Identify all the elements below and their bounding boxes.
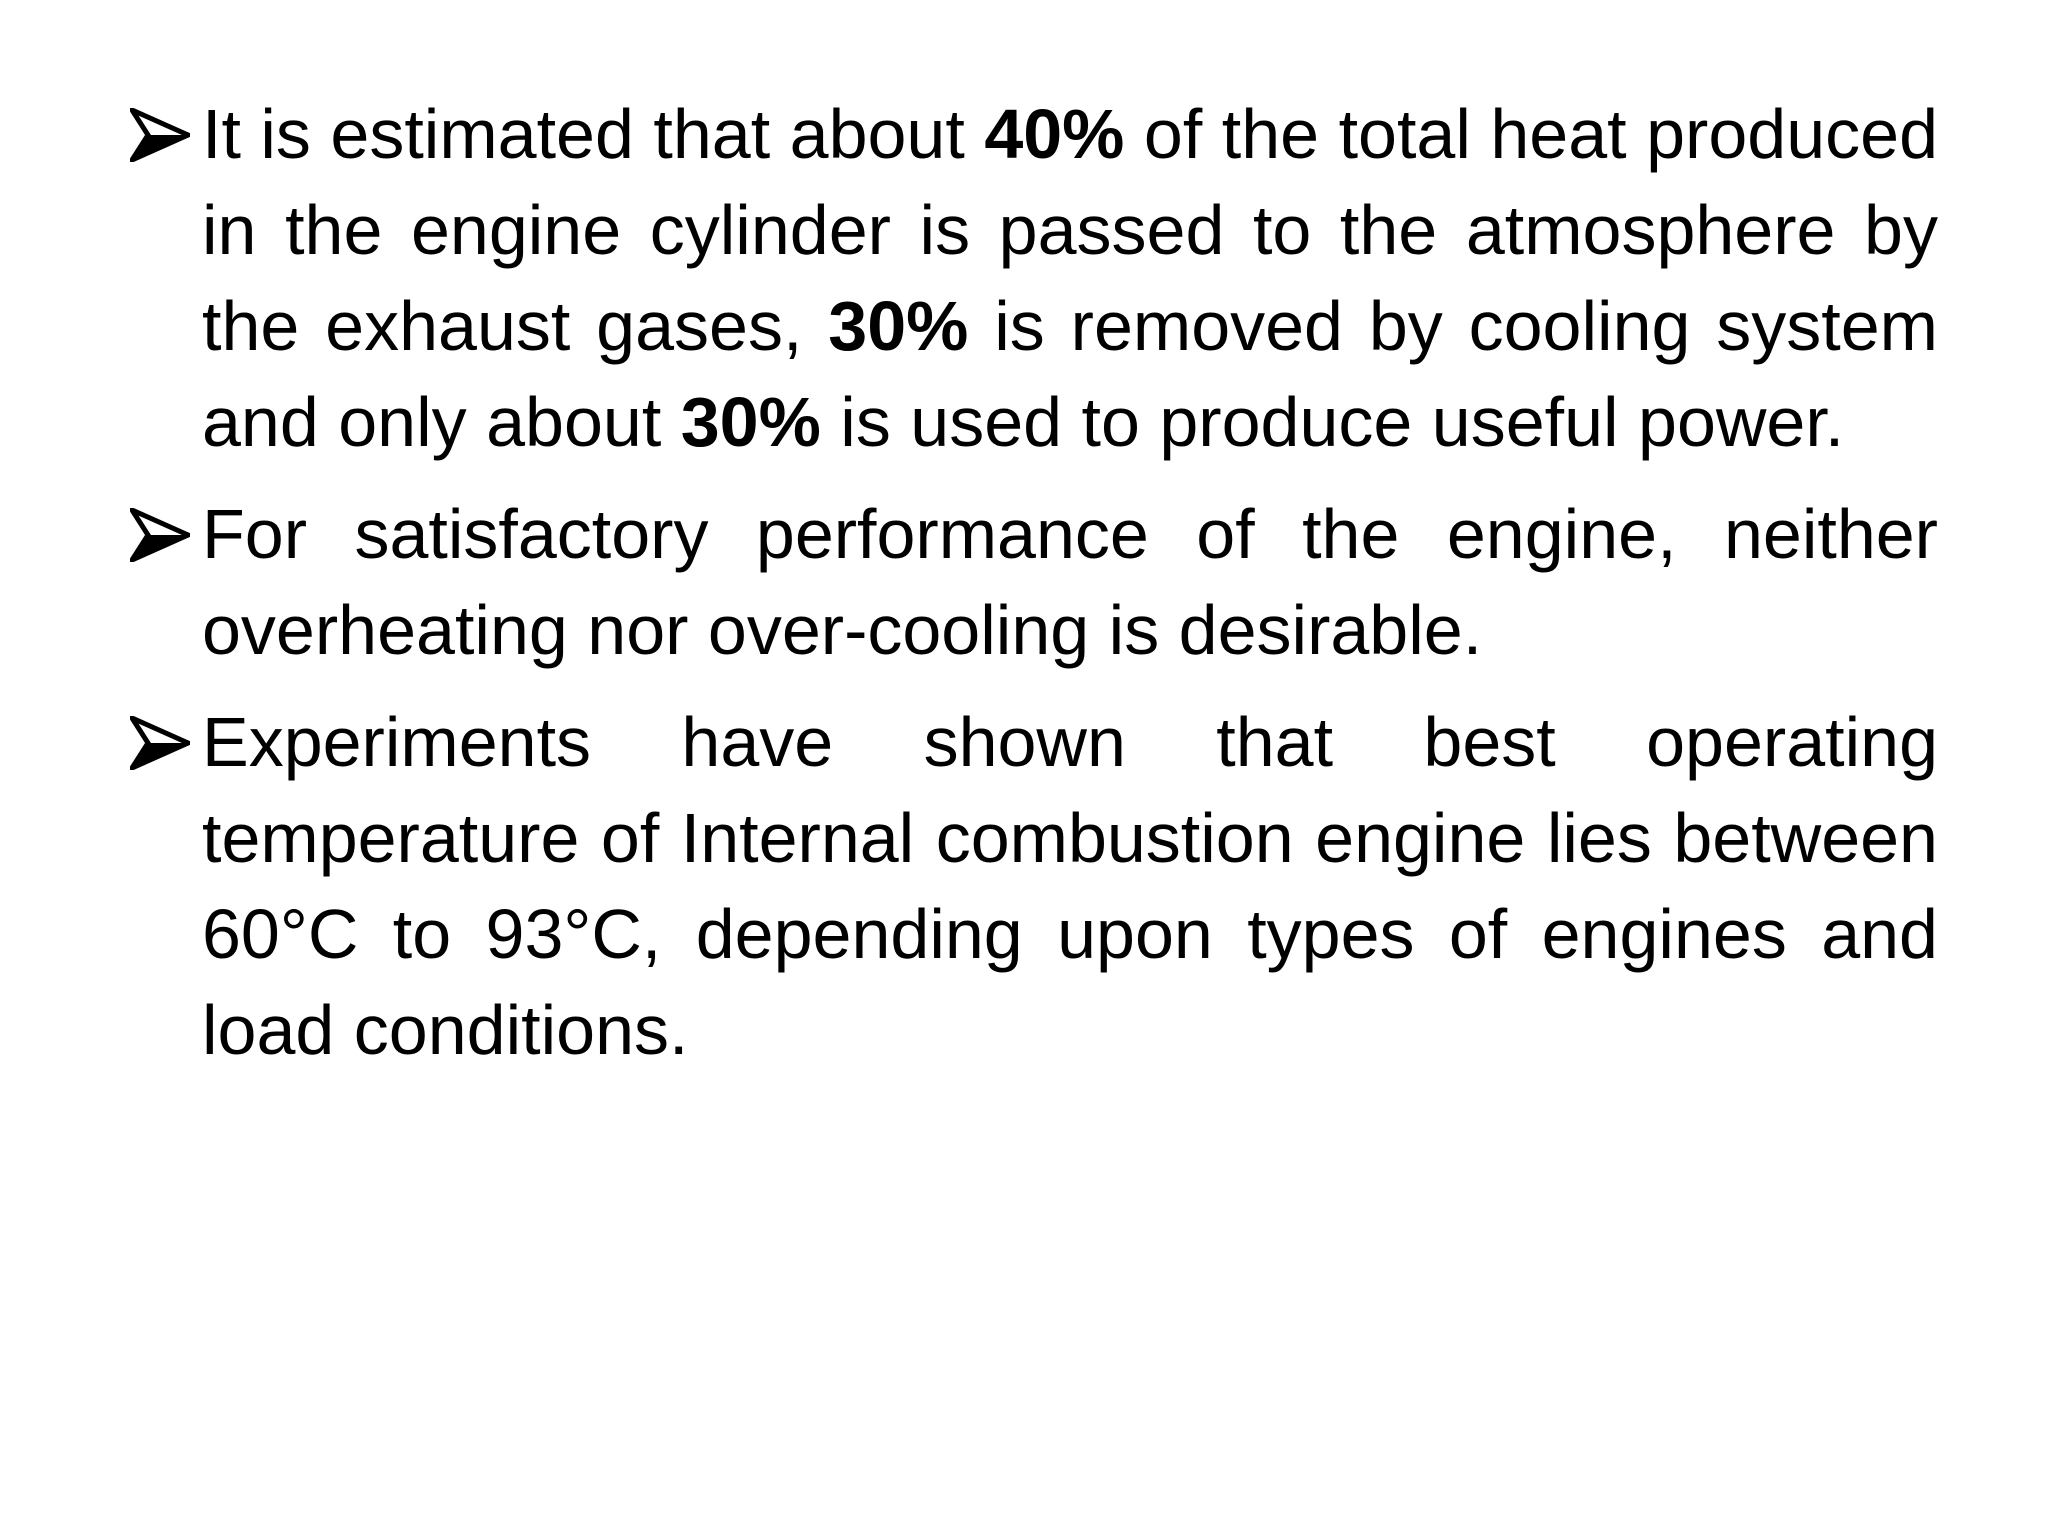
bullet-text (202, 703, 1938, 1069)
bullet-text (202, 495, 1938, 669)
bullet-segment: It is estimated that about (202, 95, 985, 173)
bullet-segment-bold: 30% (680, 383, 821, 461)
arrowhead-bullet-icon (130, 108, 190, 162)
bullet-segment: is removed by cooling system and only about (202, 287, 1938, 461)
bullet-text (202, 95, 1938, 461)
bullet-item (130, 694, 1938, 1078)
bullet-item (130, 86, 1938, 470)
bullet-list (130, 86, 1938, 1094)
bullet-segment: Experiments have shown that best operating temperature of Internal combustion engine lies between 60°C to 93°C, depending upon types of engines and load conditions. (202, 703, 1938, 1069)
arrowhead-bullet-icon (130, 716, 190, 770)
bullet-segment: For satisfactory performance of the engine, neither overheating nor over-cooling is desirable. (202, 495, 1938, 669)
bullet-segment-bold: 40% (984, 95, 1125, 173)
bullet-segment-bold: 30% (828, 287, 969, 365)
arrowhead-bullet-icon (130, 508, 190, 562)
bullet-item (130, 486, 1938, 678)
bullet-segment: is used to produce useful power. (820, 383, 1845, 461)
bullet-segment: of the total heat produced in the engine cylinder is passed to the atmosphere by the exhaust gases, (202, 95, 1938, 365)
